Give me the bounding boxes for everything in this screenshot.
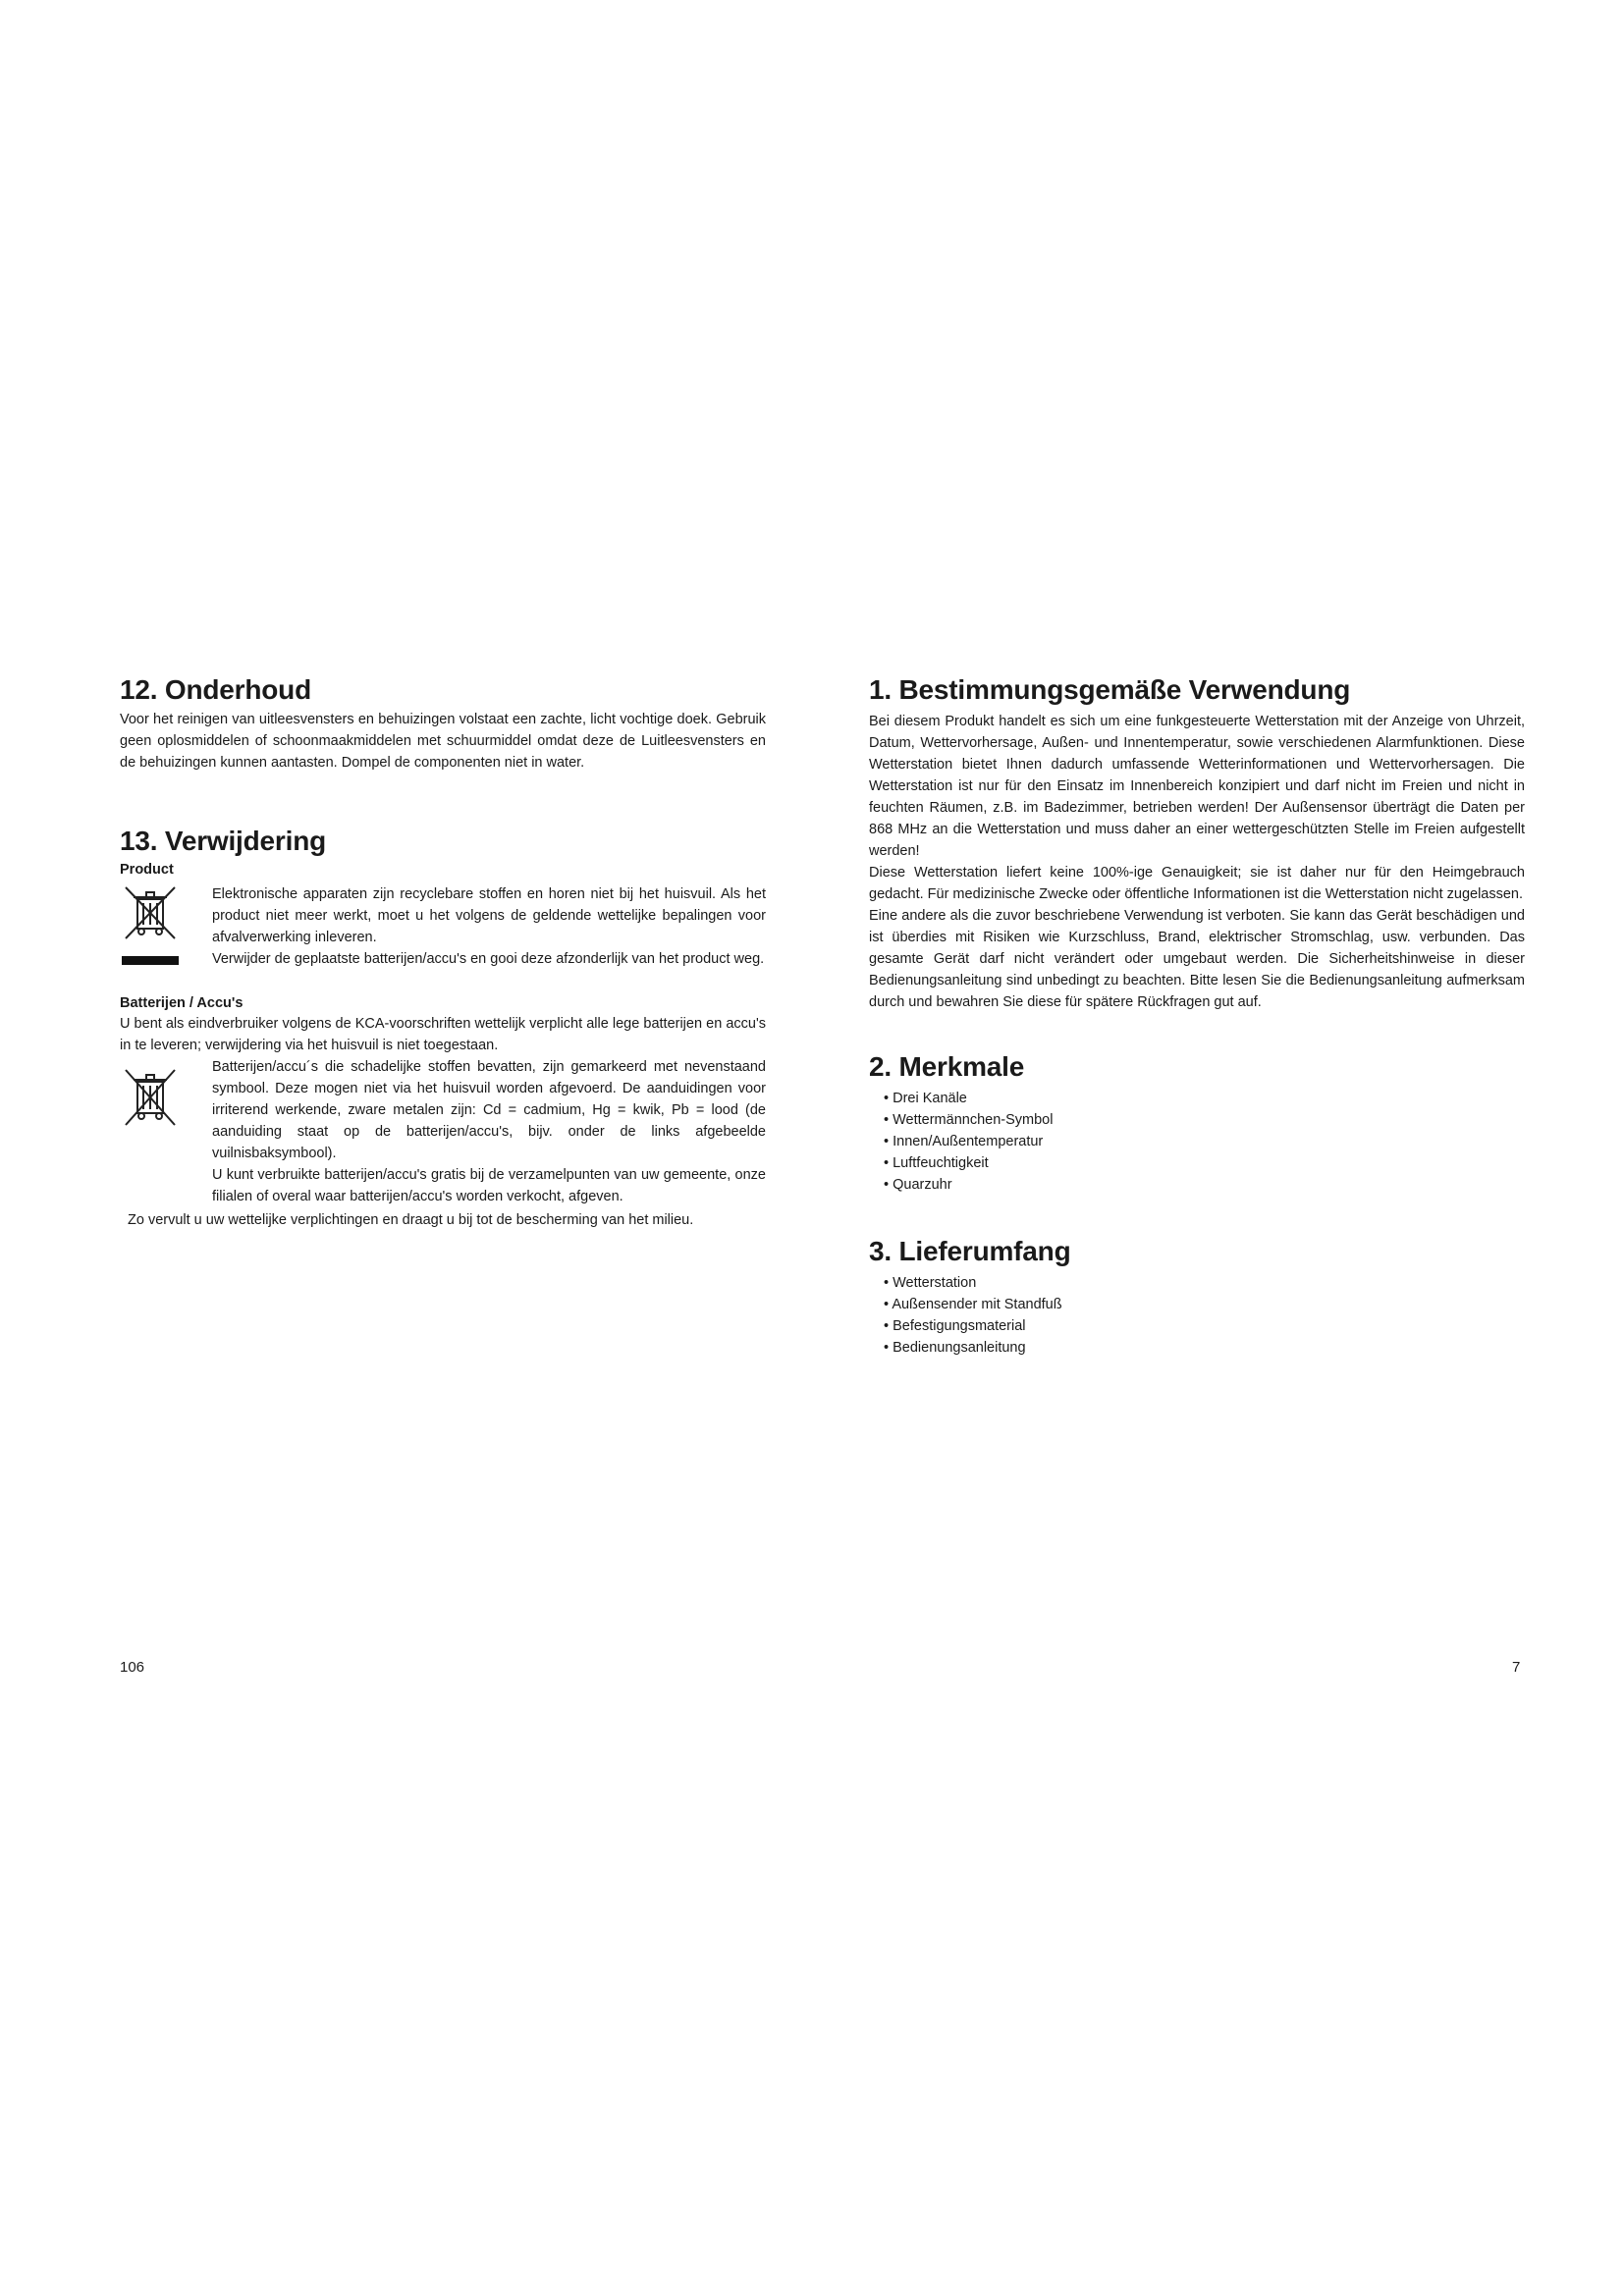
list-item: • Luftfeuchtigkeit bbox=[884, 1152, 1525, 1174]
product-disposal-text-1: Elektronische apparaten zijn recyclebare stoffen en horen niet bij het huisvuil. Als het product niet meer werkt, moet u het volgens de geldende wettelijke bepalingen voor afvalverwerking inleveren. bbox=[212, 886, 766, 945]
battery-intro: U bent als eindverbruiker volgens de KCA-voorschriften wettelijk verplicht alle lege batterijen en accu's in te leveren; verwijdering via het huisvuil is niet toegestaan. bbox=[120, 1016, 766, 1053]
section-1-text-3: Eine andere als die zuvor beschriebene Verwendung ist verboten. Sie kann das Gerät beschädigen und ist überdies mit Risiken wie Kurzschluss, Brand, elektrischer Stromschlag, usw. verbunden. Das gesamte Gerät darf nicht verändert oder umgebaut werden. Die Sicherheitshinweise in dieser Bedienungsanleitung sind unbedingt zu beachten. Bitte lesen Sie die Bedienungsanleitung aufmerksam durch und bewahren Sie diese für spätere Rückfragen gut auf. bbox=[869, 908, 1525, 1010]
left-page bbox=[120, 673, 766, 1231]
section-2-heading: 2. Merkmale bbox=[869, 1051, 1025, 1082]
section-12-text: Voor het reinigen van uitleesvensters en behuizingen volstaat een zachte, licht vochtige doek. Gebruik geen oplosmiddelen of schoonmaakmiddelen met schuurmiddel omdat deze de Luitleesvensters en de behuizingen kunnen aantasten. Dompel de componenten niet in water. bbox=[120, 712, 766, 771]
left-page-number: 106 bbox=[120, 1659, 145, 1676]
list-item: • Außensender mit Standfuß bbox=[884, 1294, 1525, 1315]
section-13-heading: 13. Verwijdering bbox=[120, 826, 326, 856]
list-item: • Innen/Außentemperatur bbox=[884, 1131, 1525, 1152]
features-list bbox=[869, 1088, 1525, 1196]
weee-bin-icon bbox=[120, 1064, 183, 1135]
list-item: • Wettermännchen-Symbol bbox=[884, 1109, 1525, 1131]
battery-disposal-text-2: U kunt verbruikte batterijen/accu's gratis bij de verzamelpunten van uw gemeente, onze filialen of overal waar batterijen/accu's worden verkocht, afgeven. bbox=[212, 1167, 766, 1204]
list-item: • Wetterstation bbox=[884, 1272, 1525, 1294]
section-1-text-2: Diese Wetterstation liefert keine 100%-ige Genauigkeit; sie ist daher nur für den Heimgebrauch gedacht. Für medizinische Zwecke oder öffentliche Informationen ist die Wetterstation nicht zugelassen. bbox=[869, 865, 1525, 902]
battery-label: Batterijen / Accu's bbox=[120, 995, 244, 1011]
section-12-heading: 12. Onderhoud bbox=[120, 674, 311, 705]
list-item: • Quarzuhr bbox=[884, 1174, 1525, 1196]
battery-disposal-block bbox=[120, 1056, 766, 1207]
product-label: Product bbox=[120, 862, 174, 878]
list-item: • Befestigungsmaterial bbox=[884, 1315, 1525, 1337]
section-1-heading: 1. Bestimmungsgemäße Verwendung bbox=[869, 674, 1351, 705]
product-disposal-text-2: Verwijder de geplaatste batterijen/accu's en gooi deze afzonderlijk van het product weg. bbox=[212, 951, 765, 967]
battery-disposal-text-1: Batterijen/accu´s die schadelijke stoffen bevatten, zijn gemarkeerd met nevenstaand symbool. Deze mogen niet via het huisvuil worden afgevoerd. De aanduidingen voor irriterend werkende, zware metalen zijn: Cd = cadmium, Hg = kwik, Pb = lood (de aanduiding staat op de batterijen/accu's, bijv. onder de links afgebeelde vuilnisbaksymbool). bbox=[212, 1059, 766, 1161]
section-1-text-1: Bei diesem Produkt handelt es sich um eine funkgesteuerte Wetterstation mit der Anzeige von Uhrzeit, Datum, Wettervorhersage, Außen- und Innentemperatur, sowie verschiedenen Alarmfunktionen. Diese Wetterstation bietet Ihnen dadurch umfassende Wetterinformationen und Wettervorhersagen. Die Wetterstation ist nur für den Einsatz im Innenbereich konzipiert und darf nicht im Freien und nicht in feuchten Räumen, z.B. im Badezimmer, betrieben werden! Der Außensensor überträgt die Daten per 868 MHz an die Wetterstation und muss daher an einer wettergeschützten Stelle im Freien aufgestellt werden! bbox=[869, 714, 1525, 859]
list-item: • Drei Kanäle bbox=[884, 1088, 1525, 1109]
list-item: • Bedienungsanleitung bbox=[884, 1337, 1525, 1359]
right-page bbox=[869, 673, 1525, 1359]
delivery-list bbox=[869, 1272, 1525, 1359]
right-page-number: 7 bbox=[1512, 1659, 1521, 1676]
disposal-closing-text: Zo vervult u uw wettelijke verplichtingen en draagt u bij tot de bescherming van het milieu. bbox=[128, 1212, 694, 1228]
product-disposal-block bbox=[120, 883, 766, 970]
weee-bin-with-bar-icon bbox=[120, 883, 183, 972]
section-3-heading: 3. Lieferumfang bbox=[869, 1236, 1071, 1266]
